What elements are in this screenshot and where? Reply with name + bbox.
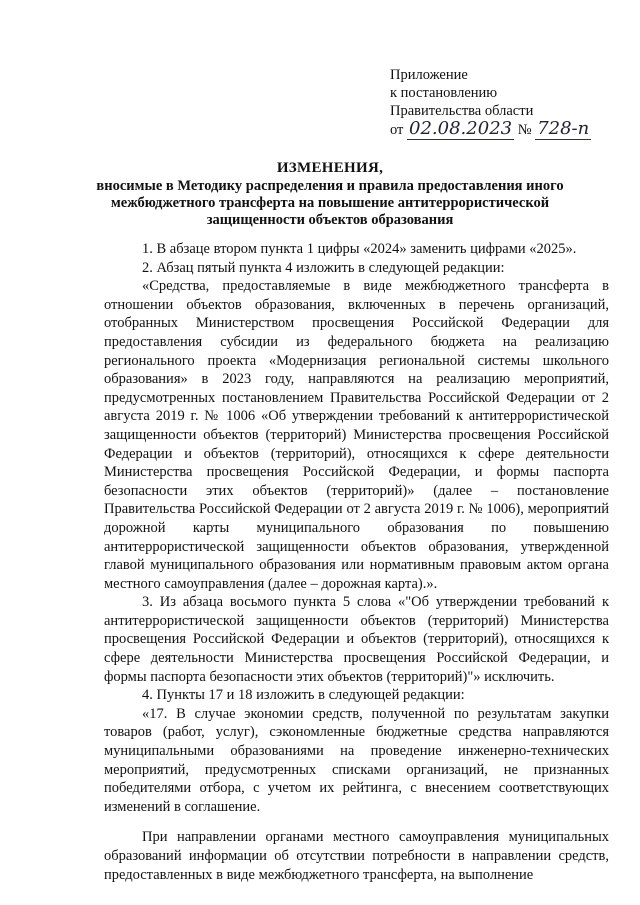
paragraph-5: 4. Пункты 17 и 18 изложить в следующей редакции: xyxy=(142,687,465,704)
handwritten-date: 02.08.2023 xyxy=(409,118,513,139)
document-title xyxy=(60,160,600,229)
from-label: от xyxy=(390,122,404,138)
appendix-line-3: Правительства области xyxy=(390,103,534,119)
paragraph-3: «Средства, предоставляемые в виде межбюджетного трансферта в отношении объектов образования, включенных в перечень организаций, отобранных Министерством просвещения Российской Федерации для предоставления субсидии из федерального бюджета на реализацию регионального проекта «Модернизация региональной системы школьного образования» в 2023 году, направляются на реализацию мероприятий, предусмотренных постановлением Правительства Российской Федерации от 2 августа 2019 г. № 1006 «Об утверждении требований к антитеррористической защищенности объектов (территорий) Министерства просвещения Российской Федерации и объектов (территорий), относящихся к сфере деятельности Министерства просвещения Российской Федерации, и формы паспорта безопасности этих объектов (территорий)» (далее – постановление Правительства Российской Федерации от 2 августа 2019 г. № 1006), мероприятий дорожной карты муниципального образования по повышению антитеррористической защищенности объектов образования, утвержденной главой муниципального образования или нормативным правовым актом органа местного самоуправления (далее – дорожная карта).». xyxy=(104,278,609,592)
appendix-line-2: к постановлению xyxy=(390,85,498,101)
paragraph-2: 2. Абзац пятый пункта 4 изложить в следующей редакции: xyxy=(142,259,505,276)
paragraph-6: «17. В случае экономии средств, полученной по результатам закупки товаров (работ, услуг), сэкономленные бюджетные средства направляются муниципальными образованиями на проведение инженерно-технических мероприятий, предусмотренных списками организаций, не признанных победителями отбора, с учетом их рейтинга, с внесением соответствующих изменений в соглашение. xyxy=(104,705,609,815)
title-subtitle: вносимые в Методику распределения и правила предоставления иного межбюджетного трансферта на повышение антитеррористической защищенности объектов образования xyxy=(96,178,564,228)
handwritten-number: 728-п xyxy=(537,118,590,139)
number-label: № xyxy=(517,122,532,138)
paragraph-7: При направлении органами местного самоуправления муниципальных образований информации об отсутствии потребности в направлении средств, предоставленных в виде межбюджетного трансферта, на выполнение xyxy=(104,829,609,883)
title-heading: ИЗМЕНЕНИЯ, xyxy=(276,160,384,176)
appendix-line-1: Приложение xyxy=(390,67,468,83)
appendix-date-line xyxy=(390,120,591,139)
document-body xyxy=(104,240,609,884)
appendix-block xyxy=(390,66,591,139)
paragraph-4: 3. Из абзаца восьмого пункта 5 слова «"Об утверждении требований к антитеррористической защищенности объектов (территорий) Министерства просвещения Российской Федерации и объектов (территорий), относящихся к сфере деятельности Министерства просвещения Российской Федерации, и формы паспорта безопасности этих объектов (территорий)"» исключить. xyxy=(104,594,609,685)
paragraph-1: 1. В абзаце втором пункта 1 цифры «2024» заменить цифрами «2025». xyxy=(142,241,577,257)
